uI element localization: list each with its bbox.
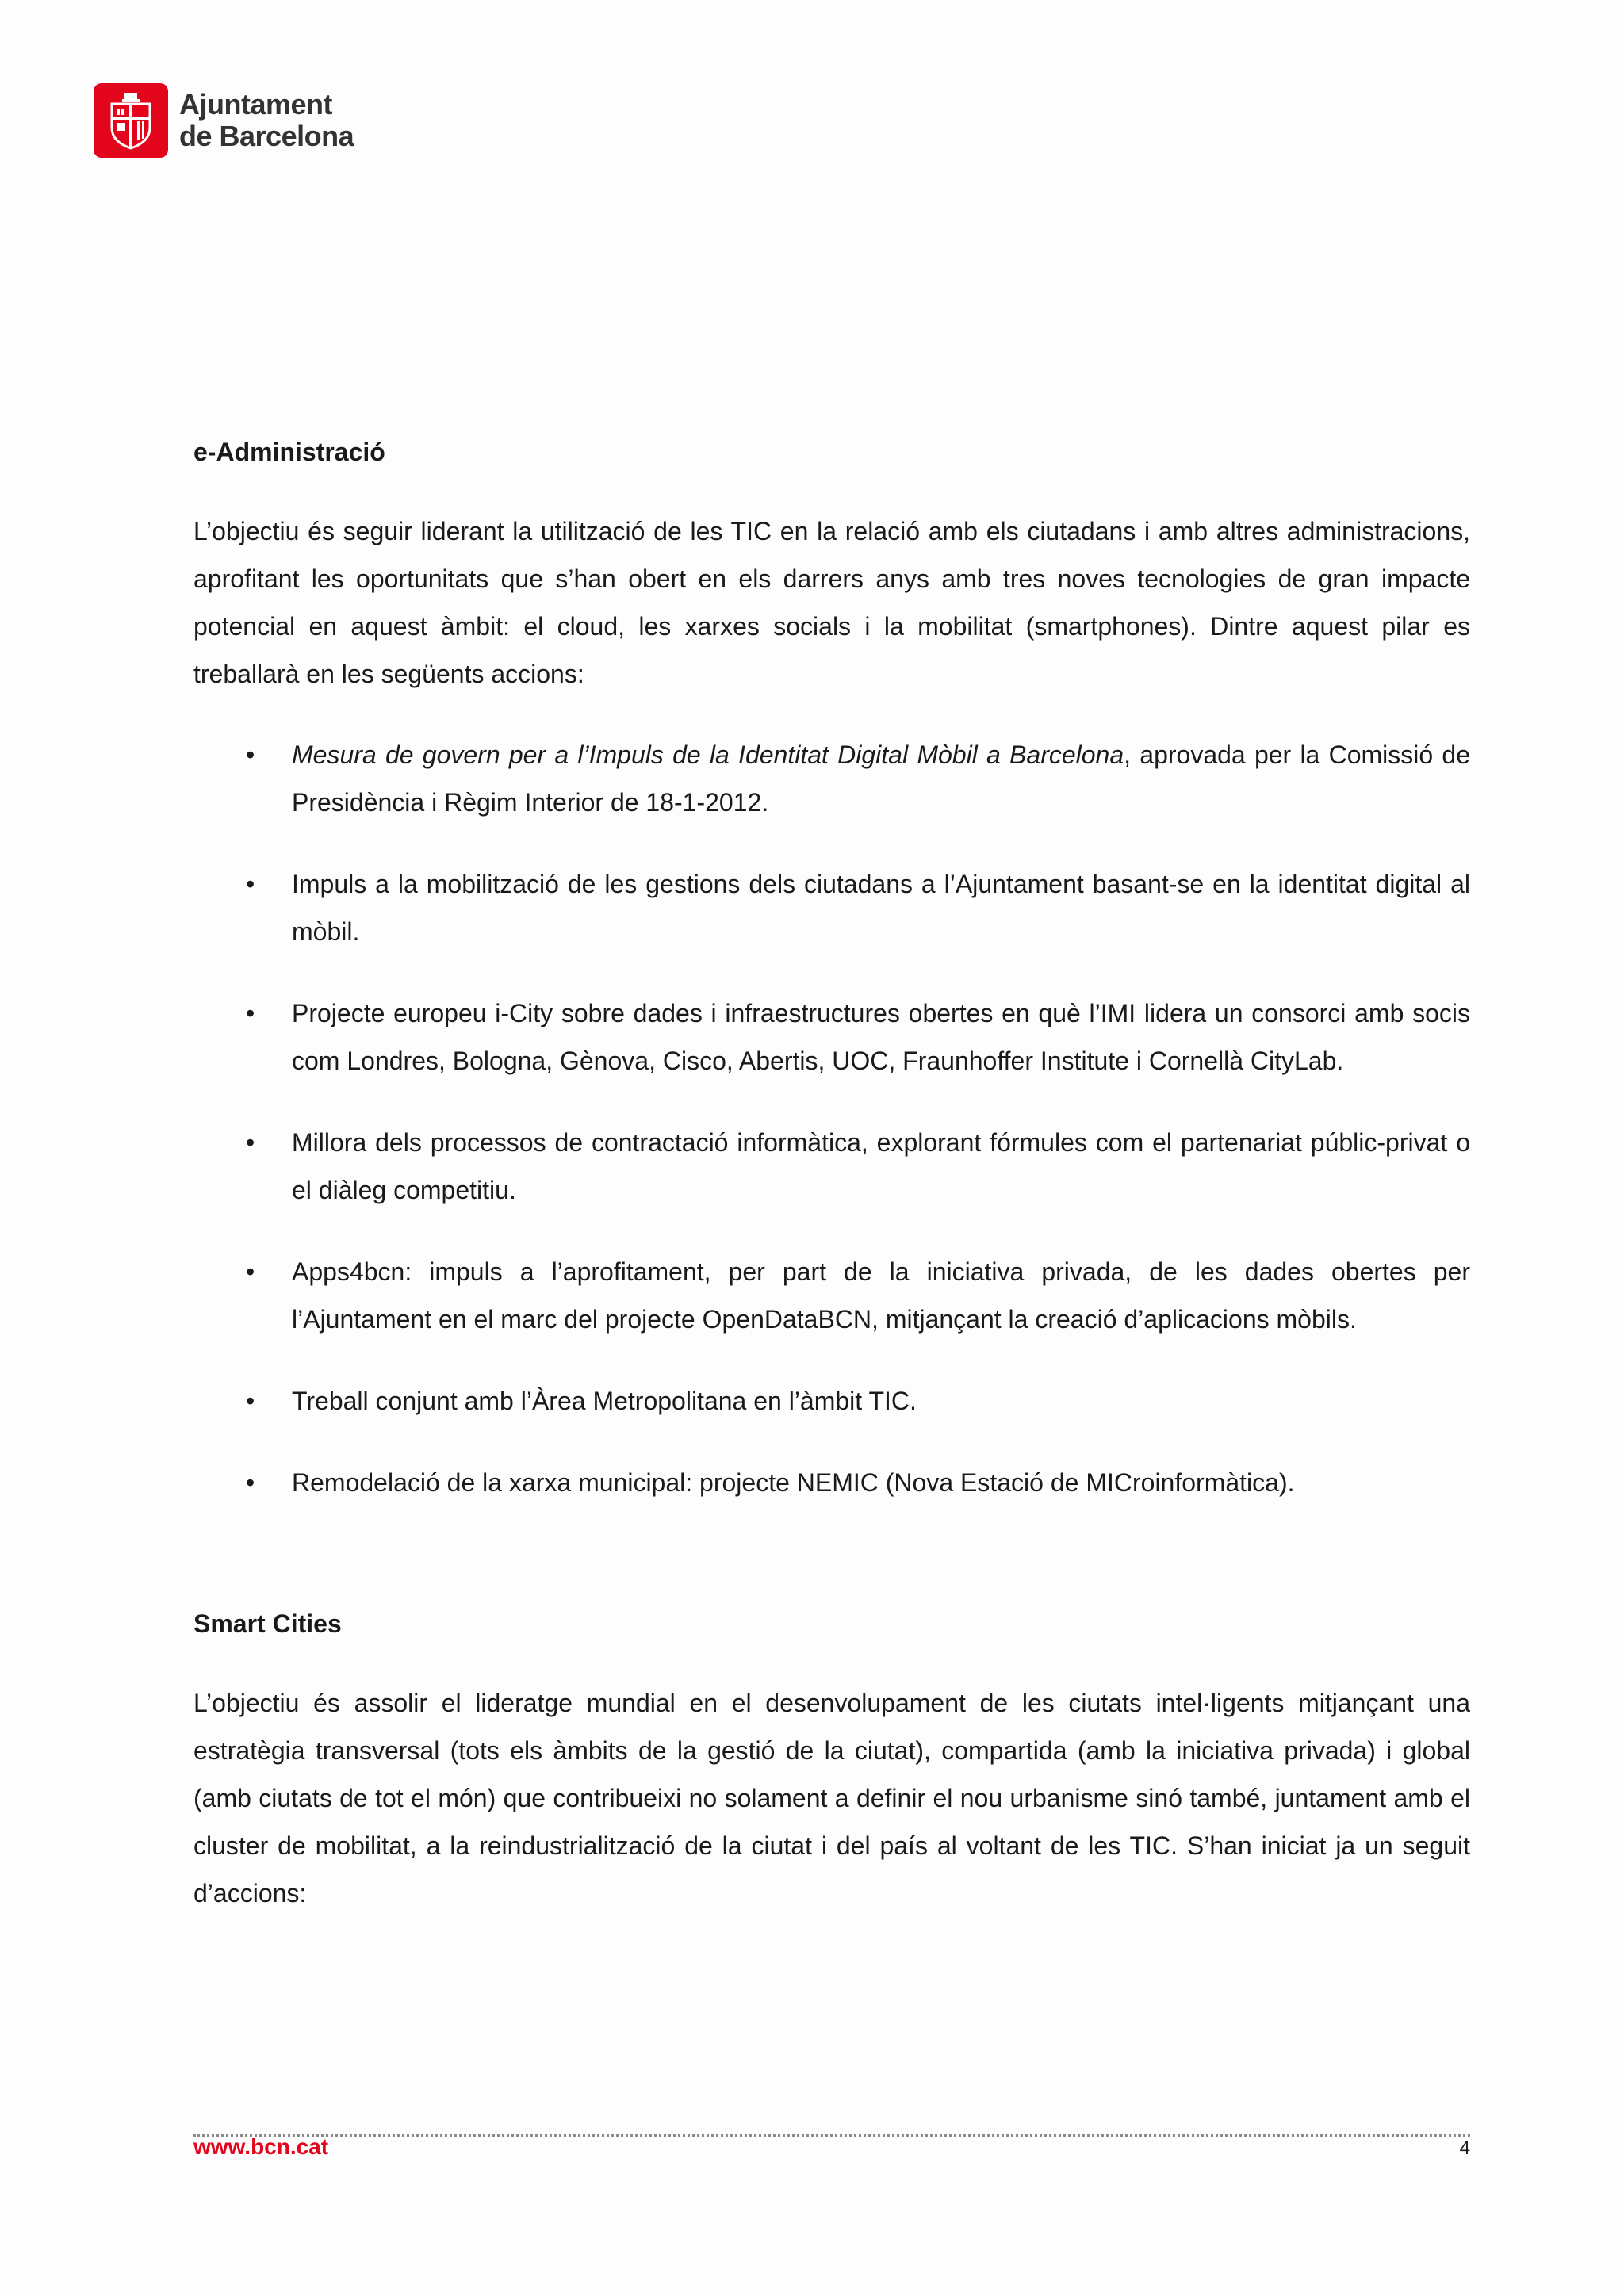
list-item-italic: Mesura de govern per a l’Impuls de la Identitat Digital Mòbil a Barcelona (292, 740, 1124, 769)
list-item (193, 1248, 1470, 1343)
footer-website-link[interactable]: www.bcn.cat (193, 2134, 329, 2159)
barcelona-coat-of-arms-icon (94, 83, 168, 158)
list-item (193, 860, 1470, 955)
bullet-icon: • (246, 1387, 255, 1415)
list-item-text: Millora dels processos de contractació informàtica, explorant fórmules com el partenariat públic-privat o el diàleg competitiu. (292, 1128, 1470, 1204)
section-heading-e-administracio: e-Administració (193, 438, 385, 466)
list-item-text: Remodelació de la xarxa municipal: projecte NEMIC (Nova Estació de MICroinformàtica). (292, 1468, 1295, 1497)
page-number: 4 (1459, 2137, 1470, 2159)
list-item (193, 731, 1470, 826)
bullet-icon: • (246, 870, 255, 898)
section-heading-smart-cities: Smart Cities (193, 1609, 342, 1638)
action-list (193, 731, 1470, 1506)
footer-divider (193, 2134, 1470, 2137)
list-item-text: Impuls a la mobilització de les gestions dels ciutadans a l’Ajuntament basant-se en la identitat digital al mòbil. (292, 870, 1470, 946)
bullet-icon: • (246, 1128, 255, 1157)
bullet-icon: • (246, 999, 255, 1027)
list-item-text: Treball conjunt amb l’Àrea Metropolitana en l’àmbit TIC. (292, 1387, 917, 1415)
section-intro-e-administracio: L’objectiu és seguir liderant la utilització de les TIC en la relació amb els ciutadans i amb altres administracions, aprofitant les oportunitats que s’han obert en els darrers anys amb tres noves tecnologies de gran impacte potencial en aquest àmbit: el cloud, les xarxes socials i la mobilitat (smartphones). Dintre aquest pilar es treballarà en les següents accions: (193, 517, 1470, 688)
list-item (193, 1377, 1470, 1425)
logo-line-1: Ajuntament (179, 88, 332, 121)
logo-wordmark (179, 89, 354, 152)
section-intro-smart-cities: L’objectiu és assolir el lideratge mundial en el desenvolupament de les ciutats intel·ligents mitjançant una estratègia transversal (tots els àmbits de la gestió de la ciutat), compartida (amb la iniciativa privada) i global (amb ciutats de tot el món) que contribueixi no solament a definir el nou urbanisme sinó també, juntament amb el cluster de mobilitat, a la reindustrialització de la ciutat i del país al voltant de les TIC. S’han iniciat ja un seguit d’accions: (193, 1689, 1470, 1908)
bullet-icon: • (246, 1257, 255, 1286)
logo-line-2: de Barcelona (179, 120, 354, 152)
list-item (193, 1459, 1470, 1506)
list-item (193, 1119, 1470, 1214)
bullet-icon: • (246, 740, 255, 769)
list-item-text: Apps4bcn: impuls a l’aprofitament, per part de la iniciativa privada, de les dades obertes per l’Ajuntament en el marc del projecte OpenDataBCN, mitjançant la creació d’aplicacions mòbils. (292, 1257, 1470, 1334)
header-logo (94, 82, 354, 159)
list-item-text: Projecte europeu i-City sobre dades i infraestructures obertes en què l’IMI lidera un consorci amb socis com Londres, Bologna, Gènova, Cisco, Abertis, UOC, Fraunhoffer Institute i Cornellà CityLab. (292, 999, 1470, 1075)
list-item (193, 989, 1470, 1085)
list-item-text: , aprovada per la Comissió de Presidència i Règim Interior de 18-1-2012. (292, 740, 1471, 817)
document-body (193, 428, 1470, 1917)
bullet-icon: • (246, 1468, 255, 1497)
